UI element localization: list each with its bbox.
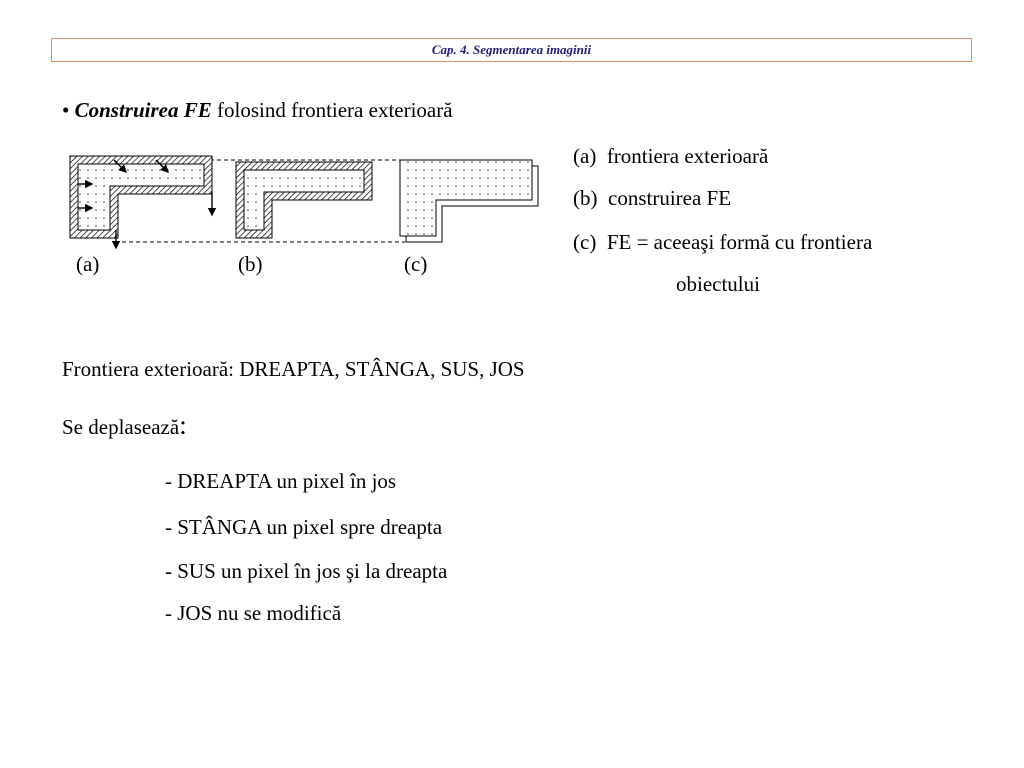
header-box — [51, 38, 972, 62]
legend-text-a: frontiera exterioară — [606, 144, 769, 168]
bullet-rest: folosind frontiera exterioară — [217, 98, 453, 122]
legend-text-c: FE = aceeaşi formă cu frontiera — [606, 230, 873, 254]
shift-heading-text: Se deplasează — [62, 415, 180, 439]
step-up: - SUS un pixel în jos şi la dreapta — [165, 559, 448, 583]
legend-item-c — [573, 230, 872, 255]
segmentation-figure — [60, 150, 550, 252]
legend-tag-b: (b) — [573, 186, 598, 210]
shape-a-object-dots — [78, 164, 204, 230]
figure-label-a: (a) — [76, 252, 100, 276]
header-title: Cap. 4. Segmentarea imaginii — [431, 42, 592, 57]
legend-item-b — [573, 186, 731, 211]
legend-item-a — [573, 144, 768, 169]
shape-c-object-dots — [400, 160, 532, 236]
legend-item-c-continued: obiectului — [676, 272, 760, 296]
shift-heading-colon: : — [179, 410, 187, 440]
bullet-marker: • — [62, 98, 70, 122]
shift-heading — [62, 410, 187, 441]
bullet-line — [62, 98, 453, 123]
legend-text-b: construirea FE — [608, 186, 732, 210]
exterior-border-directions: Frontiera exterioară: DREAPTA, STÂNGA, SUS, JOS — [62, 357, 525, 381]
legend-tag-c: (c) — [573, 230, 597, 254]
step-right: - DREAPTA un pixel în jos — [165, 469, 397, 493]
figure-label-c: (c) — [404, 252, 428, 276]
figure-label-b: (b) — [238, 252, 263, 276]
legend-tag-a: (a) — [573, 144, 597, 168]
step-left: - STÂNGA un pixel spre dreapta — [165, 515, 443, 539]
bullet-bold-term: Construirea FE — [74, 98, 212, 122]
step-down: - JOS nu se modifică — [165, 601, 342, 625]
